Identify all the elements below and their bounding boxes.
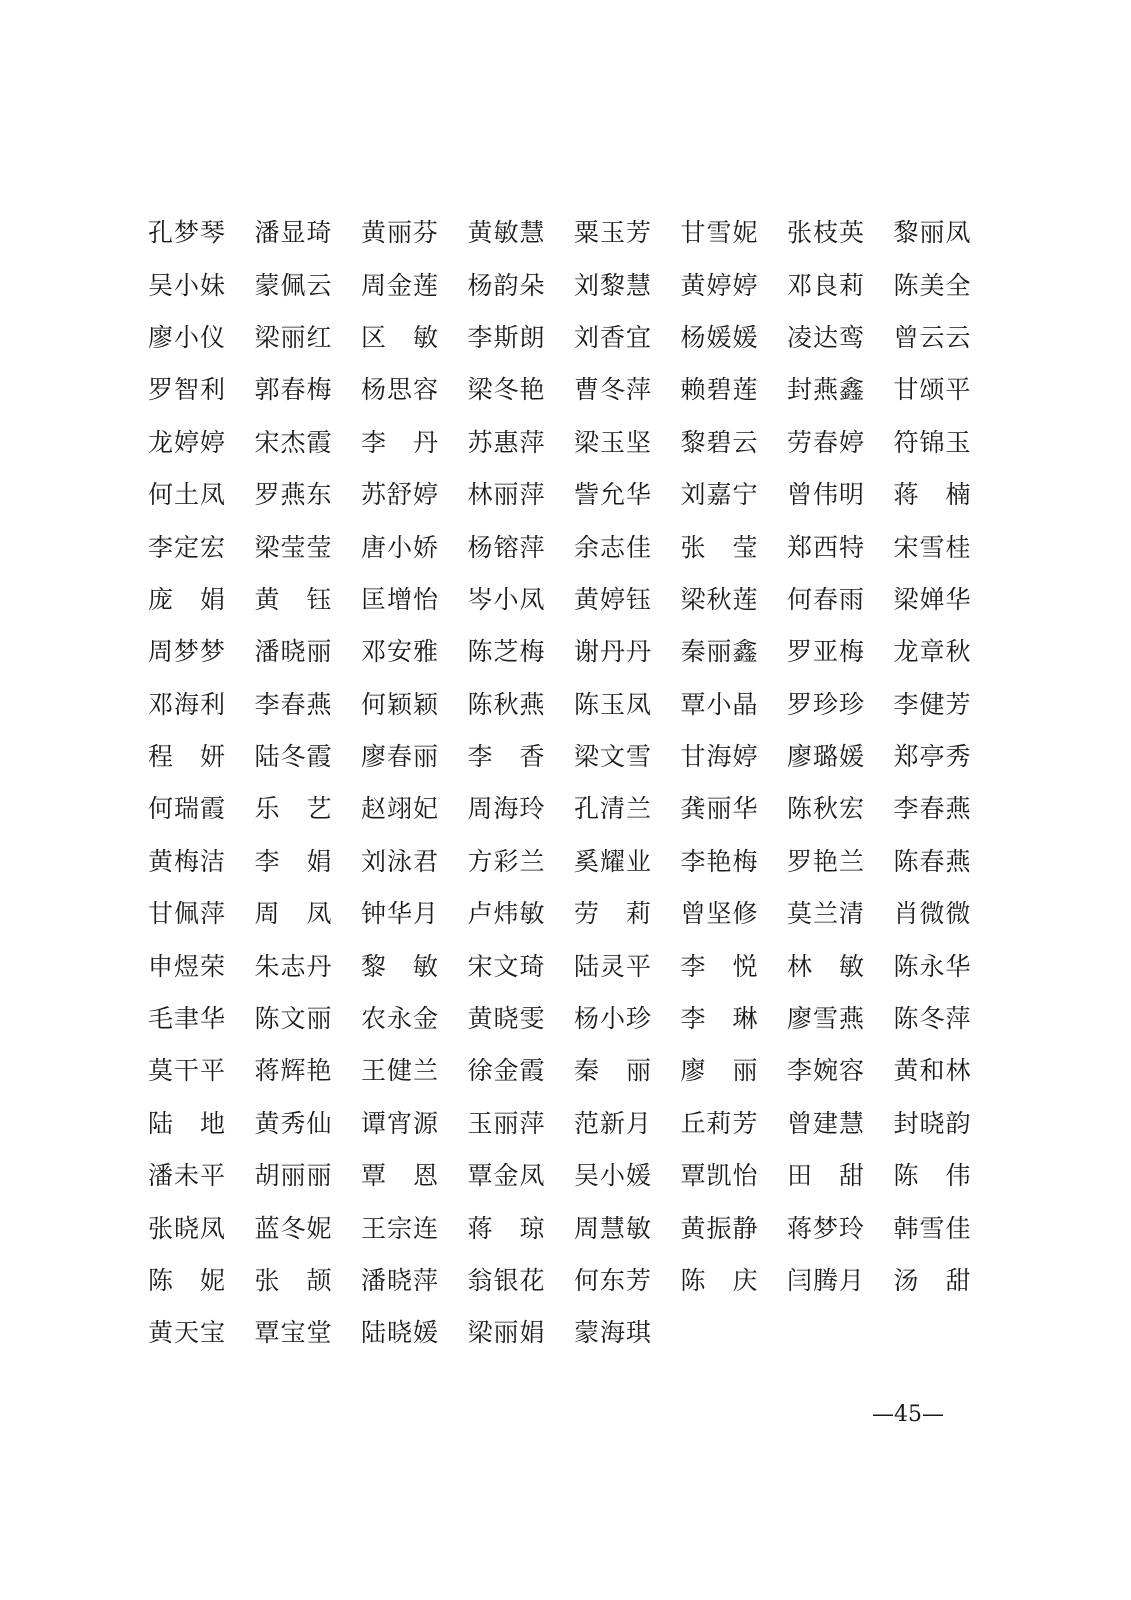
name-entry: 邓良莉	[787, 270, 866, 300]
name-entry: 王健兰	[361, 1056, 440, 1086]
name-entry: 范新月	[574, 1108, 653, 1138]
name-entry: 李定宏	[148, 532, 227, 562]
name-entry: 陈芝梅	[467, 637, 546, 667]
name-entry: 李 琳	[680, 1004, 759, 1034]
name-entry: 梁文雪	[574, 742, 653, 772]
name-entry: 张 莹	[680, 532, 759, 562]
name-row	[148, 205, 988, 257]
name-entry: 杨小珍	[574, 1004, 653, 1034]
name-row	[148, 467, 988, 519]
name-entry: 乐 艺	[254, 794, 333, 824]
name-entry: 张 颉	[254, 1266, 333, 1295]
name-entry: 何东芳	[574, 1266, 653, 1295]
name-entry: 陈春燕	[893, 846, 972, 876]
name-entry: 陆 地	[148, 1108, 227, 1138]
name-entry: 覃宝堂	[254, 1318, 333, 1348]
name-entry: 汤 甜	[893, 1266, 972, 1295]
name-entry: 黄晓雯	[467, 1004, 546, 1034]
name-row	[148, 310, 988, 362]
name-entry: 余志佳	[574, 532, 653, 562]
name-entry: 徐金霞	[467, 1056, 546, 1086]
name-entry: 黄 钰	[254, 584, 333, 614]
name-entry: 黄婷钰	[574, 584, 653, 614]
name-row	[148, 729, 988, 781]
name-entry: 玉丽萍	[467, 1108, 546, 1138]
name-entry: 黄婷婷	[680, 270, 759, 300]
name-entry: 梁丽红	[254, 322, 333, 352]
name-entry: 翁银花	[467, 1266, 546, 1295]
name-entry: 廖雪燕	[787, 1004, 866, 1034]
name-entry: 杨韵朵	[467, 270, 546, 300]
name-entry: 吴小媛	[574, 1161, 653, 1191]
name-entry: 黄和林	[893, 1056, 972, 1086]
name-entry: 钟华月	[361, 899, 440, 929]
name-entry: 李斯朗	[467, 322, 546, 352]
name-entry: 龚丽华	[680, 794, 759, 824]
name-entry: 曾云云	[893, 322, 972, 352]
name-entry: 周金莲	[361, 270, 440, 300]
name-entry: 毛聿华	[148, 1004, 227, 1034]
name-entry: 何春雨	[787, 584, 866, 614]
name-entry: 陈冬萍	[893, 1004, 972, 1034]
name-entry: 陆冬霞	[254, 742, 333, 772]
name-entry: 覃小晶	[680, 689, 759, 719]
name-entry: 孔梦琴	[148, 218, 227, 248]
name-list	[148, 205, 988, 1358]
name-entry: 刘嘉宁	[680, 480, 759, 510]
name-entry: 何土凤	[148, 480, 227, 510]
name-entry: 李 娟	[254, 846, 333, 876]
name-entry: 覃金凤	[467, 1161, 546, 1191]
name-entry: 陈 伟	[893, 1161, 972, 1191]
name-entry: 覃凯怡	[680, 1161, 759, 1191]
name-entry: 宋杰霞	[254, 427, 333, 457]
name-entry: 秦 丽	[574, 1056, 653, 1086]
name-entry: 蒙佩云	[254, 270, 333, 300]
name-entry: 黄丽芬	[361, 218, 440, 248]
name-entry: 粟玉芳	[574, 218, 653, 248]
name-entry: 曹冬萍	[574, 375, 653, 405]
name-entry: 肖微微	[893, 899, 972, 929]
name-entry: 龙章秋	[893, 637, 972, 667]
name-entry: 黄振静	[680, 1213, 759, 1243]
name-entry: 周梦梦	[148, 637, 227, 667]
name-entry: 陈 庆	[680, 1266, 759, 1295]
name-entry: 莫干平	[148, 1056, 227, 1086]
name-entry: 劳 莉	[574, 899, 653, 929]
name-entry: 杨镕萍	[467, 532, 546, 562]
name-entry: 曾建慧	[787, 1108, 866, 1138]
name-entry: 黎 敏	[361, 951, 440, 981]
name-entry: 曾伟明	[787, 480, 866, 510]
name-entry: 罗珍珍	[787, 689, 866, 719]
name-entry: 林丽萍	[467, 480, 546, 510]
name-entry: 蒋辉艳	[254, 1056, 333, 1086]
name-row	[148, 1200, 988, 1252]
name-entry: 覃 恩	[361, 1161, 440, 1191]
name-entry: 谭宵源	[361, 1108, 440, 1138]
name-entry: 匡增怡	[361, 584, 440, 614]
name-entry: 黄敏慧	[467, 218, 546, 248]
name-entry: 陈玉凤	[574, 689, 653, 719]
name-entry: 陈秋宏	[787, 794, 866, 824]
name-entry: 黄天宝	[148, 1318, 227, 1348]
name-entry: 廖春丽	[361, 742, 440, 772]
name-entry: 秦丽鑫	[680, 637, 759, 667]
name-row	[148, 1096, 988, 1148]
name-entry: 杨媛媛	[680, 322, 759, 352]
name-entry: 丘莉芳	[680, 1108, 759, 1138]
name-entry: 区 敏	[361, 322, 440, 352]
name-entry: 苏舒婷	[361, 480, 440, 510]
name-entry: 梁冬艳	[467, 375, 546, 405]
name-entry: 梁玉坚	[574, 427, 653, 457]
name-entry: 王宗连	[361, 1213, 440, 1243]
name-entry: 张晓凤	[148, 1213, 227, 1243]
name-entry: 何瑞霞	[148, 794, 227, 824]
name-entry: 赖碧莲	[680, 375, 759, 405]
name-entry: 李 丹	[361, 427, 440, 457]
name-entry: 奚耀业	[574, 846, 653, 876]
name-entry: 何颖颖	[361, 689, 440, 719]
name-entry: 邓海利	[148, 689, 227, 719]
name-entry: 胡丽丽	[254, 1161, 333, 1191]
name-entry: 封燕鑫	[787, 375, 866, 405]
name-row	[148, 886, 988, 938]
name-entry: 邓安雅	[361, 637, 440, 667]
name-entry: 李婉容	[787, 1056, 866, 1086]
name-entry: 蒋梦玲	[787, 1213, 866, 1243]
name-entry: 罗燕东	[254, 480, 333, 510]
name-entry: 陈 妮	[148, 1266, 227, 1295]
name-row	[148, 991, 988, 1043]
name-entry: 农永金	[361, 1004, 440, 1034]
name-entry: 周 凤	[254, 899, 333, 929]
name-entry: 梁莹莹	[254, 532, 333, 562]
name-entry: 陈文丽	[254, 1004, 333, 1034]
name-entry: 卢炜敏	[467, 899, 546, 929]
name-entry: 莫兰清	[787, 899, 866, 929]
name-entry: 李 悦	[680, 951, 759, 981]
name-entry: 廖 丽	[680, 1056, 759, 1086]
name-entry: 刘香宜	[574, 322, 653, 352]
name-entry: 蒋 楠	[893, 480, 972, 510]
name-row	[148, 572, 988, 624]
name-entry: 宋文琦	[467, 951, 546, 981]
name-entry: 吴小妹	[148, 270, 227, 300]
name-entry: 陈秋燕	[467, 689, 546, 719]
name-entry: 陈永华	[893, 951, 972, 981]
name-row	[148, 1305, 988, 1357]
name-entry: 李春燕	[254, 689, 333, 719]
name-entry: 周海玲	[467, 794, 546, 824]
name-row	[148, 624, 988, 676]
name-entry: 潘晓丽	[254, 637, 333, 667]
name-row	[148, 1253, 988, 1305]
name-row	[148, 415, 988, 467]
name-row	[148, 781, 988, 833]
name-entry: 潘未平	[148, 1161, 227, 1191]
name-entry: 李艳梅	[680, 846, 759, 876]
name-entry: 廖璐媛	[787, 742, 866, 772]
name-entry: 申煜荣	[148, 951, 227, 981]
name-entry: 赵翊妃	[361, 794, 440, 824]
name-row	[148, 834, 988, 886]
name-entry: 梁婵华	[893, 584, 972, 614]
name-entry: 梁丽娟	[467, 1318, 546, 1348]
name-entry: 甘佩萍	[148, 899, 227, 929]
name-entry: 符锦玉	[893, 427, 972, 457]
name-entry: 陆灵平	[574, 951, 653, 981]
name-entry: 李健芳	[893, 689, 972, 719]
name-entry: 周慧敏	[574, 1213, 653, 1243]
name-entry: 杨思容	[361, 375, 440, 405]
name-entry: 宋雪桂	[893, 532, 972, 562]
name-entry: 甘颂平	[893, 375, 972, 405]
name-entry: 朱志丹	[254, 951, 333, 981]
name-row	[148, 677, 988, 729]
name-entry: 刘黎慧	[574, 270, 653, 300]
name-entry: 陆晓媛	[361, 1318, 440, 1348]
name-entry: 谢丹丹	[574, 637, 653, 667]
name-entry: 潘晓萍	[361, 1266, 440, 1295]
name-entry: 张枝英	[787, 218, 866, 248]
name-entry: 方彩兰	[467, 846, 546, 876]
name-entry: 廖小仪	[148, 322, 227, 352]
name-entry: 李春燕	[893, 794, 972, 824]
name-row	[148, 1043, 988, 1095]
name-entry: 林 敏	[787, 951, 866, 981]
name-entry: 甘海婷	[680, 742, 759, 772]
name-entry: 龙婷婷	[148, 427, 227, 457]
name-entry: 蒋 琼	[467, 1213, 546, 1243]
name-entry: 韩雪佳	[893, 1213, 972, 1243]
name-entry: 庞 娟	[148, 584, 227, 614]
name-row	[148, 519, 988, 571]
name-entry: 刘泳君	[361, 846, 440, 876]
name-entry: 曾坚修	[680, 899, 759, 929]
name-entry: 郑西特	[787, 532, 866, 562]
name-entry: 罗亚梅	[787, 637, 866, 667]
name-entry: 蓝冬妮	[254, 1213, 333, 1243]
name-row	[148, 1148, 988, 1200]
name-entry: 李 香	[467, 742, 546, 772]
name-entry: 梁秋莲	[680, 584, 759, 614]
name-entry: 罗智利	[148, 375, 227, 405]
page-number: —45—	[872, 1402, 944, 1427]
name-row	[148, 362, 988, 414]
name-entry: 黄梅洁	[148, 846, 227, 876]
name-entry: 罗艳兰	[787, 846, 866, 876]
name-entry: 黎碧云	[680, 427, 759, 457]
name-entry: 陈美全	[893, 270, 972, 300]
name-entry: 唐小娇	[361, 532, 440, 562]
name-entry: 黎丽凤	[893, 218, 972, 248]
name-entry: 凌达鸾	[787, 322, 866, 352]
name-row	[148, 938, 988, 990]
name-entry: 黄秀仙	[254, 1108, 333, 1138]
name-entry: 程 妍	[148, 742, 227, 772]
name-entry: 訾允华	[574, 480, 653, 510]
name-entry: 苏惠萍	[467, 427, 546, 457]
name-entry: 蒙海琪	[574, 1318, 653, 1348]
name-entry: 劳春婷	[787, 427, 866, 457]
name-entry: 岑小凤	[467, 584, 546, 614]
name-entry: 闫腾月	[787, 1266, 866, 1295]
name-entry: 郑亭秀	[893, 742, 972, 772]
name-entry: 甘雪妮	[680, 218, 759, 248]
name-entry: 封晓韵	[893, 1108, 972, 1138]
name-entry: 郭春梅	[254, 375, 333, 405]
name-entry: 田 甜	[787, 1161, 866, 1191]
name-entry: 孔清兰	[574, 794, 653, 824]
name-row	[148, 257, 988, 309]
name-entry: 潘显琦	[254, 218, 333, 248]
